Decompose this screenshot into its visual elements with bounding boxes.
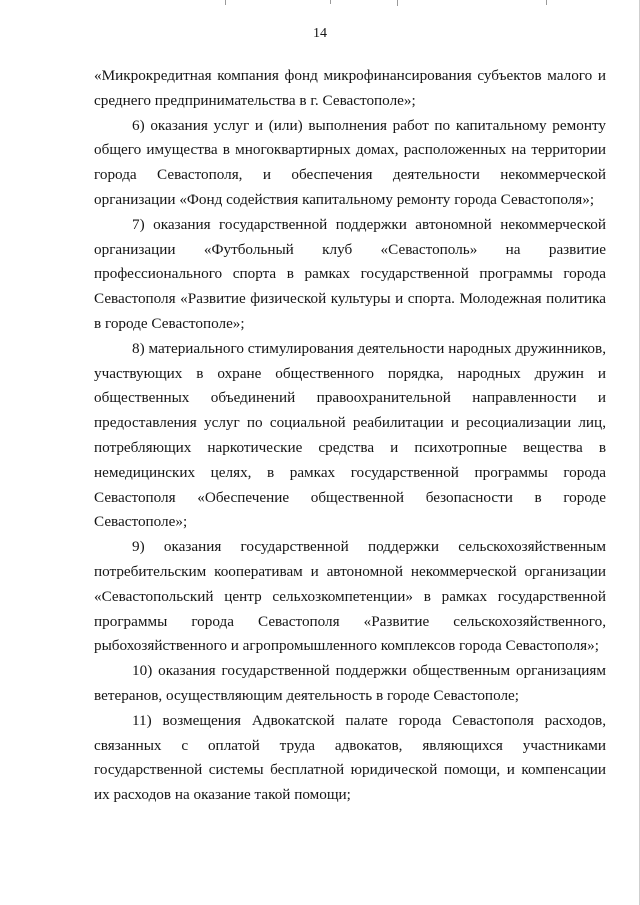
paragraph-item-7: 7) оказания государственной поддержки автономной некоммерческой организации «Футбольный клуб «Севастополь» на развитие профессионального спорта в рамках государственной программы города Севастополя «Развитие физической культуры и спорта. Молодежная политика в городе Севастополе»; [94,215,606,332]
paragraph-continuation: «Микрокредитная компания фонд микрофинансирования субъектов малого и среднего предпринимательства в г. Севастополе»; [94,67,606,109]
paragraph-item-11: 11) возмещения Адвокатской палате города Севастополя расходов, связанных с оплатой труда адвокатов, являющихся участниками государственной системы бесплатной юридической помощи, и компенсации их расходов на оказание такой помощи; [94,711,606,804]
paragraph-item-8: 8) материального стимулирования деятельности народных дружинников, участвующих в охране общественного порядка, народных дружин и общественных объединений правоохранительной направленности и предоставления услуг по социальной реабилитации и ресоциализации лиц, потребляющих наркотические средства и психотропные вещества в немедицинских целях, в рамках государственной программы города Севастополя «Обеспечение общественной безопасности в городе Севастополе»; [94,339,606,531]
paragraph-item-10: 10) оказания государственной поддержки общественным организациям ветеранов, осуществляющим деятельность в городе Севастополе; [94,662,606,704]
scan-mark [330,0,331,4]
scan-mark [225,0,226,5]
page-number: 14 [313,26,327,41]
scan-mark [546,0,547,5]
document-body [94,64,606,808]
paragraph-item-9: 9) оказания государственной поддержки сельскохозяйственным потребительским кооперативам и автономной некоммерческой организации «Севастопольский центр сельхозкомпетенции» в рамках государственной программы города Севастополя «Развитие сельскохозяйственного, рыбохозяйственного и агропромышленного комплексов города Севастополя»; [94,538,606,655]
paragraph-item-6: 6) оказания услуг и (или) выполнения работ по капитальному ремонту общего имущества в многоквартирных домах, расположенных на территории города Севастополя, и обеспечения деятельности некоммерческой организации «Фонд содействия капитальному ремонту города Севастополя»; [94,116,606,208]
scan-mark [397,0,398,6]
